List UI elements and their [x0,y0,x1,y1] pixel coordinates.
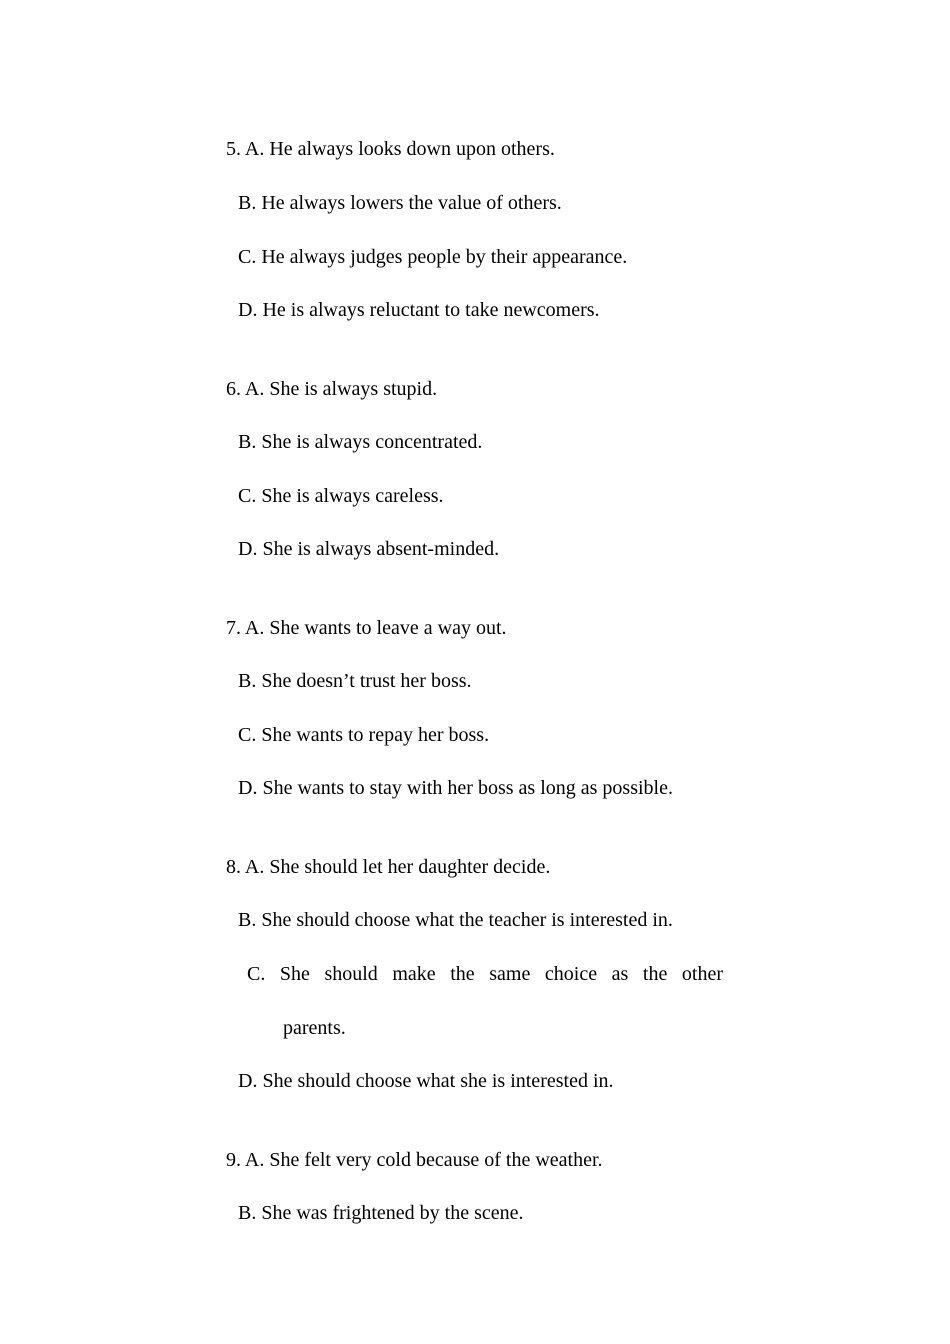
question-7-option-c: C. She wants to repay her boss. [238,724,490,746]
question-5-option-d: D. He is always reluctant to take newcomers. [238,299,600,321]
question-6-option-c: C. She is always careless. [238,485,444,507]
question-7-option-a: 7. A. She wants to leave a way out. [226,617,507,639]
question-9-option-b: B. She was frightened by the scene. [238,1202,524,1224]
question-5-option-b: B. He always lowers the value of others. [238,192,562,214]
question-9-option-a: 9. A. She felt very cold because of the weather. [226,1149,603,1171]
question-5-option-c: C. He always judges people by their appearance. [238,246,628,268]
question-6-option-b: B. She is always concentrated. [238,431,483,453]
question-8-option-c-continued: parents. [283,1017,346,1039]
question-5-option-a: 5. A. He always looks down upon others. [226,138,555,160]
question-8-option-b: B. She should choose what the teacher is interested in. [238,909,673,931]
question-8-option-a: 8. A. She should let her daughter decide. [226,856,551,878]
question-8-option-d: D. She should choose what she is interested in. [238,1070,614,1092]
question-8-option-c: C. She should make the same choice as the other [247,963,723,985]
question-7-option-d: D. She wants to stay with her boss as long as possible. [238,777,673,799]
question-7-option-b: B. She doesn’t trust her boss. [238,670,472,692]
question-6-option-d: D. She is always absent-minded. [238,538,500,560]
question-6-option-a: 6. A. She is always stupid. [226,378,438,400]
